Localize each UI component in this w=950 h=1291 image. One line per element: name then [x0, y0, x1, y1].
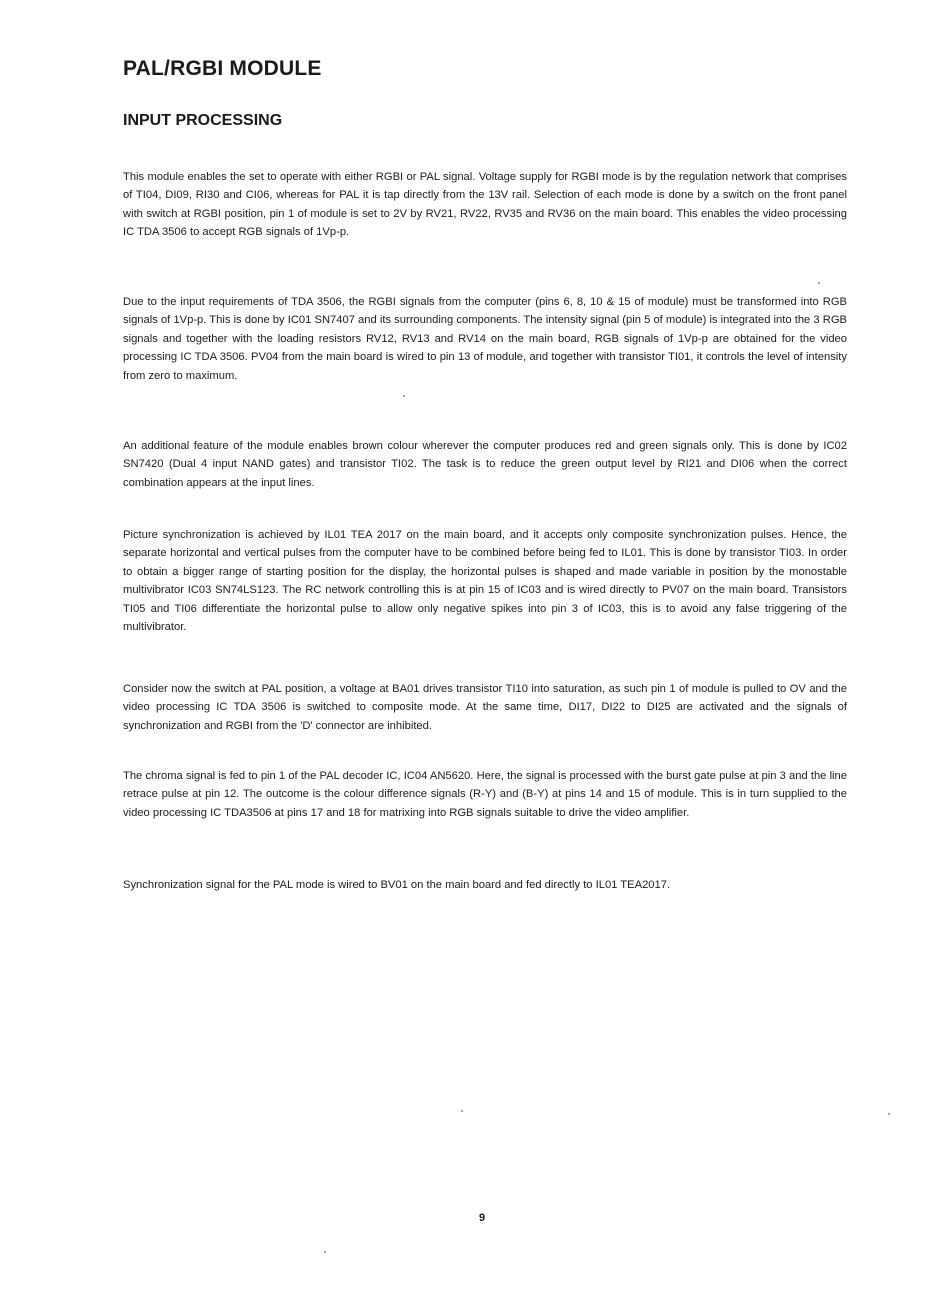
paragraph-rgbi-mode: This module enables the set to operate with either RGBI or PAL signal. Voltage supply for RGBI mode is by the regulation network that comprises of TI04, DI09, RI30 and CI06, whereas for PAL it is tap directly from the 13V rail. Selection of each mode is done by a switch on the front panel with switch at RGBI position, pin 1 of module is set to 2V by RV21, RV22, RV35 and RV36 on the main board. This enables the video processing IC TDA 3506 to accept RGB signals of 1Vp-p.: [123, 171, 847, 239]
paragraph-pal-sync: Synchronization signal for the PAL mode is wired to BV01 on the main board and fed directly to IL01 TEA2017.: [123, 879, 671, 891]
scan-speck: [403, 395, 405, 397]
paragraph-pal-switch: Consider now the switch at PAL position, a voltage at BA01 drives transistor TI10 into saturation, as such pin 1 of module is pulled to OV and the video processing IC TDA 3506 is switched to composite mode. At the same time, DI17, DI22 to DI25 are activated and the signals of synchronization and RGBI from the 'D' connector are inhibited.: [123, 683, 847, 732]
scan-speck: [324, 1251, 326, 1253]
section-heading: INPUT PROCESSING: [123, 112, 283, 129]
scan-speck: [888, 1113, 890, 1115]
scan-speck: [461, 1110, 463, 1112]
paragraph-input-requirements: Due to the input requirements of TDA 3506, the RGBI signals from the computer (pins 6, 8, 10 & 15 of module) must be transformed into RGB signals of 1Vp-p. This is done by IC01 SN7407 and its surrounding components. The intensity signal (pin 5 of module) is integrated into the 3 RGB signals and together with the loading resistors RV12, RV13 and RV14 on the main board, RGB signals of 1Vp-p are obtained for the video processing IC TDA 3506. PV04 from the main board is wired to pin 13 of module, and together with transistor TI01, it controls the level of intensity from zero to maximum.: [123, 296, 847, 382]
paragraph-brown-colour: An additional feature of the module enables brown colour wherever the computer produces red and green signals only. This is done by IC02 SN7420 (Dual 4 input NAND gates) and transistor TI02. The task is to reduce the green output level by RI21 and DI06 when the correct combination appears at the input lines.: [123, 440, 847, 489]
scan-speck: [818, 282, 820, 284]
page-title: PAL/RGBI MODULE: [123, 57, 322, 80]
paragraph-chroma-signal: The chroma signal is fed to pin 1 of the PAL decoder IC, IC04 AN5620. Here, the signal is processed with the burst gate pulse at pin 3 and the line retrace pulse at pin 12. The outcome is the colour difference signals (R-Y) and (B-Y) at pins 14 and 15 of module. This is in turn supplied to the video processing IC TDA3506 at pins 17 and 18 for matrixing into RGB signals suitable to drive the video amplifier.: [123, 770, 847, 819]
paragraph-picture-sync: Picture synchronization is achieved by IL01 TEA 2017 on the main board, and it accepts only composite synchronization pulses. Hence, the separate horizontal and vertical pulses from the computer have to be combined before being fed to IL01. This is done by transistor TI03. In order to obtain a bigger range of starting position for the display, the horizontal pulses is shaped and made variable in position by the monostable multivibrator IC03 SN74LS123. The RC network controlling this is at pin 15 of IC03 and is wired directly to PV07 on the main board. Transistors TI05 and TI06 differentiate the horizontal pulse to allow only negative spikes into pin 3 of IC03, this is to avoid any false triggering of the multivibrator.: [123, 529, 847, 634]
page-number: 9: [478, 1212, 486, 1224]
